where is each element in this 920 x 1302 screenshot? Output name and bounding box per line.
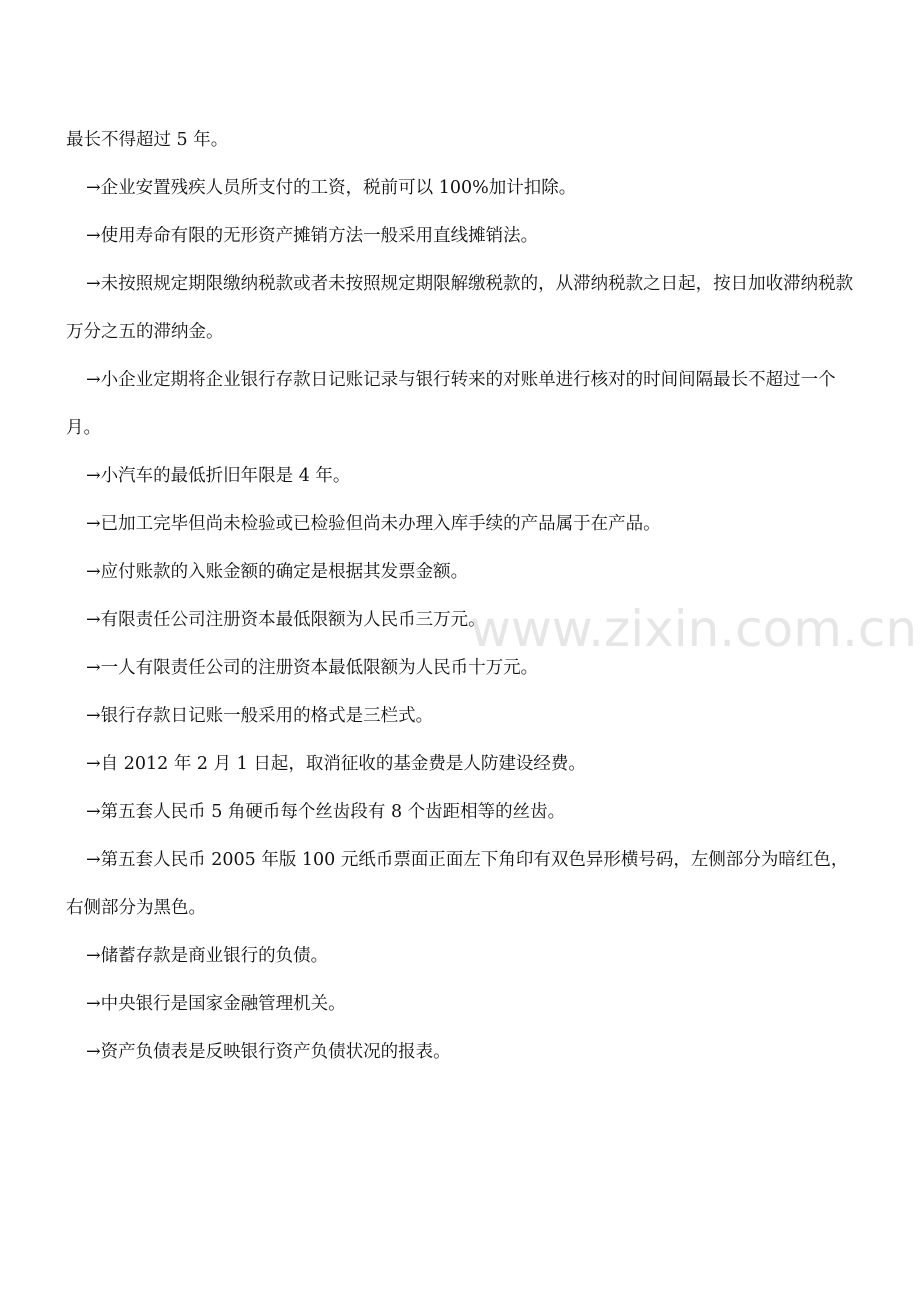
paragraph: →企业安置残疾人员所支付的工资，税前可以 100%加计扣除。 <box>86 178 577 198</box>
document-body <box>66 116 856 1076</box>
paragraph: →中央银行是国家金融管理机关。 <box>86 994 346 1014</box>
paragraph: →有限责任公司注册资本最低限额为人民币三万元。 <box>86 610 486 630</box>
paragraph: →第五套人民币 2005 年版 100 元纸币票面正面左下角印有双色异形横号码，左侧部分为暗红色，右侧部分为黑色。 <box>66 850 849 918</box>
paragraph: →小汽车的最低折旧年限是 4 年。 <box>86 466 351 486</box>
paragraph: →第五套人民币 5 角硬币每个丝齿段有 8 个齿距相等的丝齿。 <box>86 802 566 822</box>
paragraph: →未按照规定期限缴纳税款或者未按照规定期限解缴税款的，从滞纳税款之日起，按日加收滞纳税款万分之五的滞纳金。 <box>66 274 854 342</box>
paragraph: →小企业定期将企业银行存款日记账记录与银行转来的对账单进行核对的时间间隔最长不超过一个月。 <box>66 370 836 438</box>
paragraph: →资产负债表是反映银行资产负债状况的报表。 <box>86 1042 451 1062</box>
paragraph: →使用寿命有限的无形资产摊销方法一般采用直线摊销法。 <box>86 226 539 246</box>
paragraph: →自 2012 年 2 月 1 日起，取消征收的基金费是人防建设经费。 <box>86 754 586 774</box>
paragraph: →一人有限责任公司的注册资本最低限额为人民币十万元。 <box>86 658 539 678</box>
watermark: www.zixin.com.cn <box>470 600 918 658</box>
paragraph: →已加工完毕但尚未检验或已检验但尚未办理入库手续的产品属于在产品。 <box>86 514 661 534</box>
paragraph: →储蓄存款是商业银行的负债。 <box>86 946 329 966</box>
paragraph: →银行存款日记账一般采用的格式是三栏式。 <box>86 706 434 726</box>
paragraph: →应付账款的入账金额的确定是根据其发票金额。 <box>86 562 469 582</box>
paragraph-continuation: 最长不得超过 5 年。 <box>66 130 229 150</box>
